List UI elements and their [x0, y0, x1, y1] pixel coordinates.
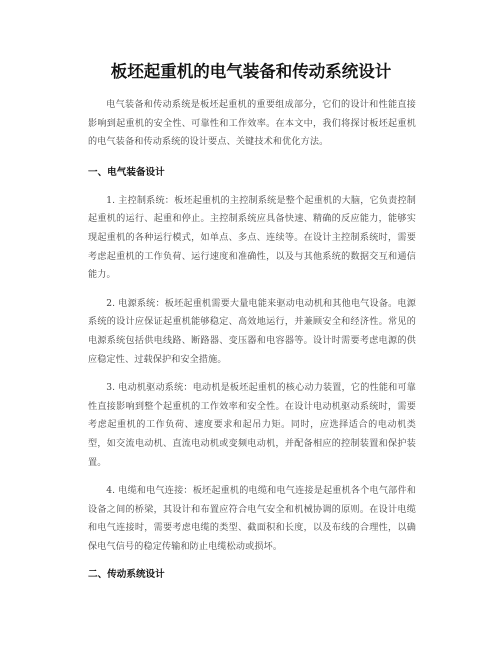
paragraph-main-control: 1. 主控制系统：板坯起重机的主控制系统是整个起重机的大脑，它负责控制起重机的运行、起重和停止。主控制系统应具备快速、精确的反应能力，能够实现起重机的各种运行模式，如单点、多点、连续等。在设计主控制系统时，需要考虑起重机的工作负荷、运行速度和准确性，以及与其他系统的数据交互和通信能力。 — [88, 195, 416, 281]
intro-paragraph: 电气装备和传动系统是板坯起重机的重要组成部分，它们的设计和性能直接影响到起重机的安全性、可靠性和工作效率。在本文中，我们将探讨板坯起重机的电气装备和传动系统的设计要点、关键技术和优化方法。 — [88, 100, 416, 148]
paragraph-cables: 4. 电缆和电气连接：板坯起重机的电缆和电气连接是起重机各个电气部件和设备之间的桥梁，其设计和布置应符合电气安全和机械协调的原则。在设计电缆和电气连接时，需要考虑电缆的类型、截面积和长度，以及布线的合理性，以确保电气信号的稳定传输和防止电缆松动或损坏。 — [88, 486, 416, 552]
paragraph-motor-drive: 3. 电动机驱动系统：电动机是板坯起重机的核心动力装置，它的性能和可靠性直接影响到整个起重机的工作效率和安全性。在设计电动机驱动系统时，需要考虑起重机的工作负荷、速度要求和起吊力矩。同时，应选择适合的电动机类型，如交流电动机、直流电动机或变频电动机，并配备相应的控制装置和保护装置。 — [88, 383, 416, 468]
section-heading-electrical: 一、电气装备设计 — [88, 166, 165, 178]
document-body — [88, 96, 416, 594]
section-heading-transmission: 二、传动系统设计 — [88, 569, 165, 581]
paragraph-power-supply: 2. 电源系统：板坯起重机需要大量电能来驱动电动机和其他电气设备。电源系统的设计应保证起重机能够稳定、高效地运行，并兼顾安全和经济性。常见的电源系统包括供电线路、断路器、变压器和电容器等。设计时需要考虑电源的供应稳定性、过载保护和安全措施。 — [88, 298, 416, 365]
document-title: 板坯起重机的电气装备和传动系统设计 — [110, 62, 392, 81]
